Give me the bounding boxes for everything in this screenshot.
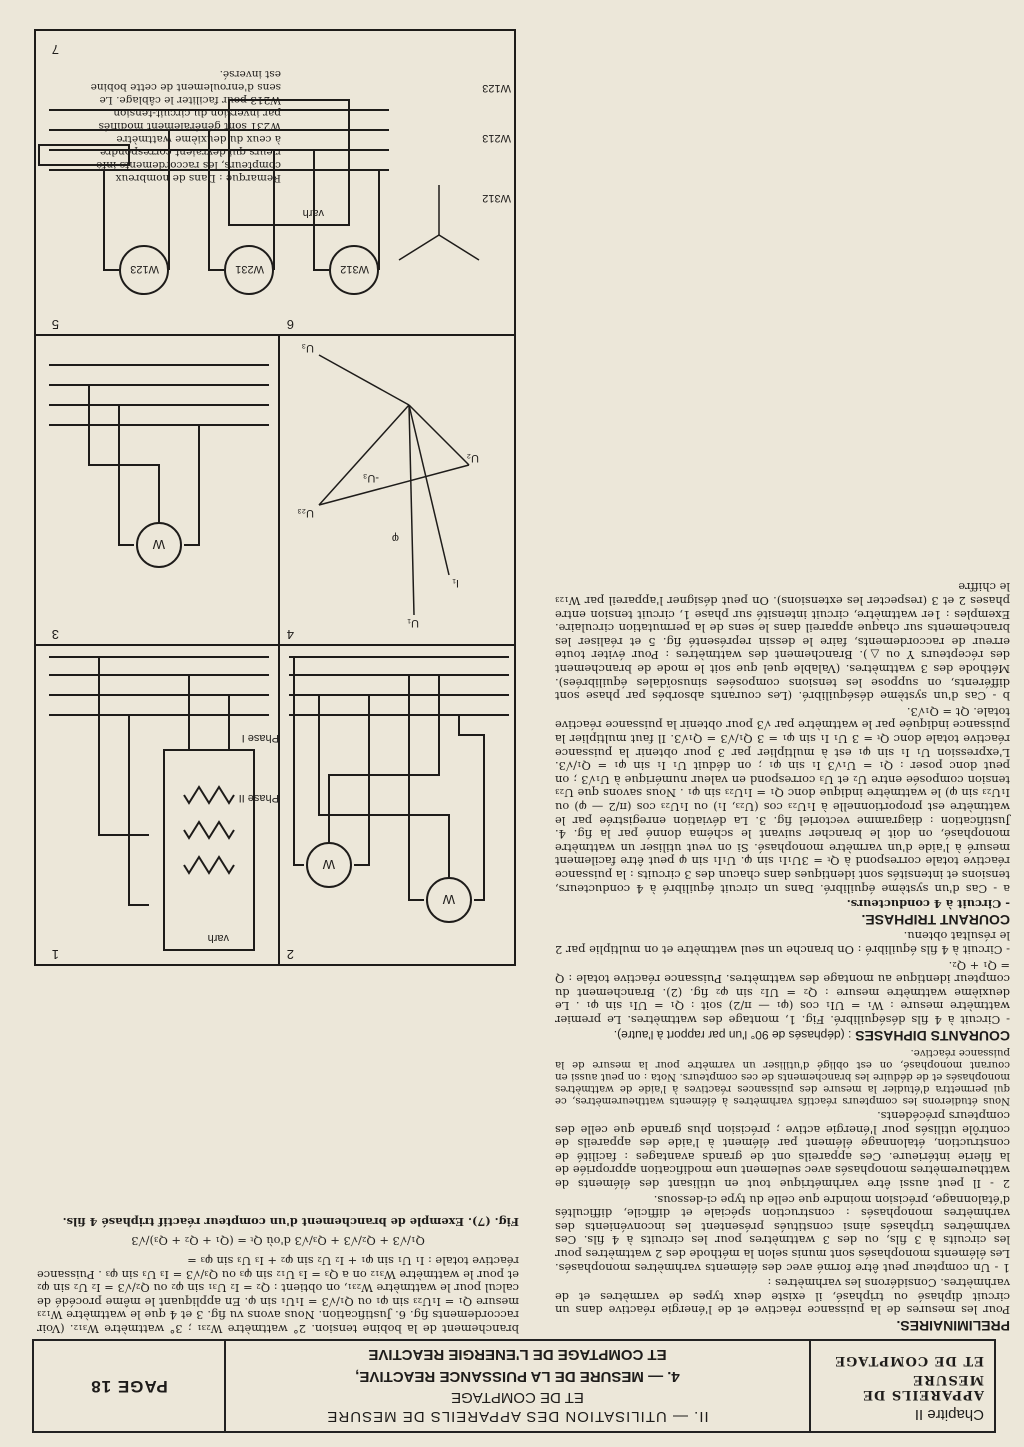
figures-svg — [29, 25, 519, 1335]
chapter-label: Chapitre II — [914, 1406, 984, 1423]
page-number: PAGE 18 — [90, 1377, 168, 1396]
paragraph-3: Nous étudierons les compteurs réactifs varhmètres à éléments wattheuremètres, ce qui permettra d'étudier la mesure des puissances réactives à l'aide de wattmètres monophasés et de déduire les branchements de ces compteurs. Nota : on peut aussi en courant monophasé, on est obligé d'utiliser un varmètre pour la mesure de la puissance réactive. — [555, 1046, 1010, 1107]
vec-u23: U₂₃ — [297, 507, 314, 519]
fig-7-w213: W213 — [482, 132, 511, 144]
fig-5-diagram — [399, 185, 479, 260]
fig-1-wattmeter-b: W — [322, 857, 335, 872]
vec-phi: φ — [391, 532, 399, 544]
fig-7-number: 7 — [51, 42, 59, 57]
fig-5-number: 5 — [51, 317, 59, 332]
fig-2-number: 2 — [286, 947, 294, 962]
fig-6-w231: W231 — [235, 263, 264, 275]
section-box — [224, 1341, 809, 1431]
chapter-box — [809, 1341, 994, 1431]
fig-4-wattmeter: W — [152, 537, 165, 552]
heading-preliminaires: PRELIMINAIRES. — [896, 1318, 1010, 1334]
paragraph-diphase-1: - Circuit à 4 fils déséquilibré. Fig. 1, montage des wattmètres. Le premier wattmètre mesure : W₁ = UI₁ cos (φ₁ — π/2) soit : Q₁ = UI₁ sin φ₁ . Le deuxième wattmètre mesure : Q₂ = UI₂ sin φ₂ fig. (2). Branchement du compteur identique au montage des wattmètres. Puissance réactive totale : Q = Q₁ + Q₂. — [555, 958, 1010, 1027]
heading-diphases-note: : (déphasés de 90° l'un par rapport à l'autre). — [613, 1028, 852, 1043]
heading-triphase: COURANT TRIPHASE. — [861, 911, 1010, 928]
remark-line-1: Remarque : Dans de nombreux — [115, 172, 281, 184]
vec-i1: I₁ — [452, 577, 459, 589]
fig-6-w312: W312 — [340, 263, 369, 275]
remark-line-9: est inversé. — [219, 68, 281, 80]
remark-line-7: W213 pour faciliter le câblage. Le — [99, 94, 281, 106]
fig-1-diagram — [289, 657, 509, 922]
fig-7-w312: W312 — [482, 192, 511, 204]
vec-u1: U₁ — [407, 617, 419, 629]
remark-line-4: à ceux du deuxième wattmètre — [116, 133, 281, 145]
paragraph-1: 1 - Un compteur peut être formé avec des éléments varhmètres monophasés. Les éléments monophasés sont munis selon la méthode des 2 wattmètres pour les circuits à 3 fils, ou des 3 wattmètres pour les circuits à 4 fils. Ces varhmètres triphasés ainsi constitués présentent les inconvénients des varhmètres monophasés : construction spéciale et difficile, difficultés d'étalonnage, précision moindre que celle du type ci-dessous. — [555, 1192, 1010, 1275]
fig-3-number: 3 — [51, 627, 59, 642]
fig-4-number: 4 — [286, 627, 294, 642]
remark-line-3: rieurs qui devraient correspondre — [100, 146, 281, 158]
chapter-title-1: APPAREILS DE MESURE — [862, 1372, 984, 1402]
section-subtitle: ET DE COMPTAGE — [451, 1389, 584, 1406]
section-title: II. — UTILISATION DES APPAREILS DE MESURE — [326, 1408, 709, 1425]
vec-minus-u3: -U₃ — [362, 472, 379, 484]
fig-7-varh: varh — [302, 207, 324, 219]
fig-6-number: 6 — [286, 317, 294, 332]
fig-7-w123: W123 — [482, 82, 511, 94]
fig-6-w123: W123 — [130, 263, 159, 275]
paragraph-intro: Pour les mesures de la puissance réactive et de l'énergie réactive dans un circuit diphasé ou triphasé, il existe deux types de varmètres et de varhmètres. Considérons les varhmètres : — [555, 1276, 1010, 1318]
paragraph-triphase-0: - Circuit à 4 conducteurs. — [846, 897, 1010, 912]
remark-line-6: par inversion du circuit-tension — [113, 107, 281, 119]
vec-u2: U₂ — [466, 452, 479, 464]
paragraph-2: 2 - Il peut aussi être varhmétrique tout en utilisant des éléments de wattheuremètres monophasés avec seulement une modification appropriée de la filerie intérieure. Ces appareils ont de grands avantages : facilité de construction, étalonnage élément par élément à l'aide des appareils de contrôle utilisés pour l'énergie active ; précision plus grande que celle des compteurs précédents. — [555, 1109, 1010, 1192]
phase-2-label: Phase II — [238, 792, 279, 804]
paragraph-diphase-2: - Circuit à 4 fils équilibré : On branche un seul wattmètre et on multiplie par 2 le résultat obtenu. — [555, 929, 1010, 957]
fig-2-diagram — [49, 657, 269, 950]
fig-7-remark — [91, 68, 281, 184]
page-header — [32, 1339, 996, 1433]
chapter-title-2: ET DE COMPTAGE — [834, 1353, 984, 1368]
paragraph-triphase-2: b - Cas d'un système déséquilibré. (Les courants absorbés par phase sont différents, on suppose les tensions composées sinusoïdales équilibrées). Méthode des 3 wattmètres. (Valable quel que soit le mode de branchement des récepteurs Y ou △). Branchement des wattmètres : Pour éviter toute erreur de raccordements, faire le dessin représenté fig. 5 et réaliser les branchements sur chaque appareil dans le sens de la permutation circulaire. Exemples : 1er wattmètre, circuit intensité sur phase 1, circuit tension entre phases 2 et 3 (respecter les extensions). On peut désigner l'appareil par W₁₂₃ le chiffre — [555, 580, 1010, 704]
vec-u3: U₃ — [301, 342, 314, 354]
remark-line-8: sens d'enroulement de cette bobine — [90, 81, 281, 93]
paragraph-right-1: branchement de la bobine tension. 2° wattmètre W₂₃₁ ; 3° wattmètre W₃₁₂. (Voir raccordements fig. 6. Justification. Nous avons vu fig. 3 et 4 que le wattmètre W₁₂₃ mesure Q₁ = I₁U₂₃ sin φ₁ ou Q₁/√3 = I₁U₁ sin φ. En appliquant le même procédé de calcul pour le wattmètre W₂₃₁, on obtient : Q₂ = I₂ U₃₁ sin φ₂ ou Q₂/√3 = I₂ U₂ sin φ₂ et pour le wattmètre W₃₁₂ on a Q₃ = I₃ U₁₂ sin φ₃ ou Q₃/√3 = I₃ U₃ sin φ₃ . Puissance réactive totale : I₁ U₁ sin φ₁ + I₂ U₂ sin φ₂ + I₃ U₃ sin φ₃ = — [37, 1254, 519, 1336]
remark-line-5: W231 sont généralement modifiés — [98, 120, 281, 132]
phase-1-label: Phase I — [241, 732, 279, 744]
paragraph-triphase-1: a - Cas d'un système équilibré. Dans un circuit équilibré à 4 conducteurs, tensions et intensités sont identiques dans chacun des 3 circuits : la puissance réactive totale correspond à Qₜ = 3U₁I₁ sin φ. U₁I₁ sin φ peut être facilement mesuré à l'aide d'un varmètre monophasé. Si on veut utiliser un wattmètre monophasé, on doit le brancher suivant le schéma donné par la fig. 4. Justification : diagramme vectoriel fig. 3. La déviation enregistrée par le wattmètre est proportionnelle à I₁U₂₃ cos (U₂₃, I₁) ou I₁U₂₃ cos (π/2 — φ) ou I₁U₂₃ sin φ) le wattmètre indique donc Q₁ = I₁U₂₃ sin φ₁ . Nous savons que U₂₃ tension composée entre U₂ et U₃ correspond en valeur numérique à U₁√3 ; on peut donc poser : Q₁ = U₁√3 I₁ sin φ₁ ; on déduit U₁ I₁ sin φ₁ = Q₁/√3. L'expression U₁ I₁ sin φ₁ est à multiplier par 3 pour obtenir la puissance réactive totale donc Qₜ = 3 U₁ I₁ sin φ₁ = 3 Q₁/√3 = Q₁√3. Il faut multiplier la puissance indiquée par le wattmètre par √3 pour obtenir la puissance réactive totale. Qt = Q₁√3. — [555, 704, 1010, 896]
heading-diphases-label: COURANTS DIPHASES — [855, 1028, 1010, 1045]
formula: Q₁/√3 + Q₂/√3 + Q₃/√3 d'où Qₜ = (Q₁ + Q₂ + Q₃)/√3 — [131, 1234, 425, 1249]
remark-line-2: compteurs, les raccordements infé- — [92, 159, 281, 171]
heading-diphases — [555, 1028, 1010, 1043]
subsection-title-1: 4. — MESURE DE LA PUISSANCE REACTIVE, — [355, 1368, 680, 1385]
left-column — [555, 578, 1010, 1335]
fig-3-diagram — [319, 355, 469, 615]
fig-1-number: 1 — [51, 947, 59, 962]
figure-7-caption: Fig. (7). Exemple de branchement d'un compteur réactif triphasé 4 fils. — [62, 1214, 519, 1229]
subsection-title-2: ET COMPTAGE DE L'ENERGIE REACTIVE — [368, 1346, 667, 1363]
fig-2-varh: varh — [207, 932, 229, 944]
fig-1-wattmeter-a: W — [442, 892, 455, 907]
figures-area — [29, 25, 519, 1335]
